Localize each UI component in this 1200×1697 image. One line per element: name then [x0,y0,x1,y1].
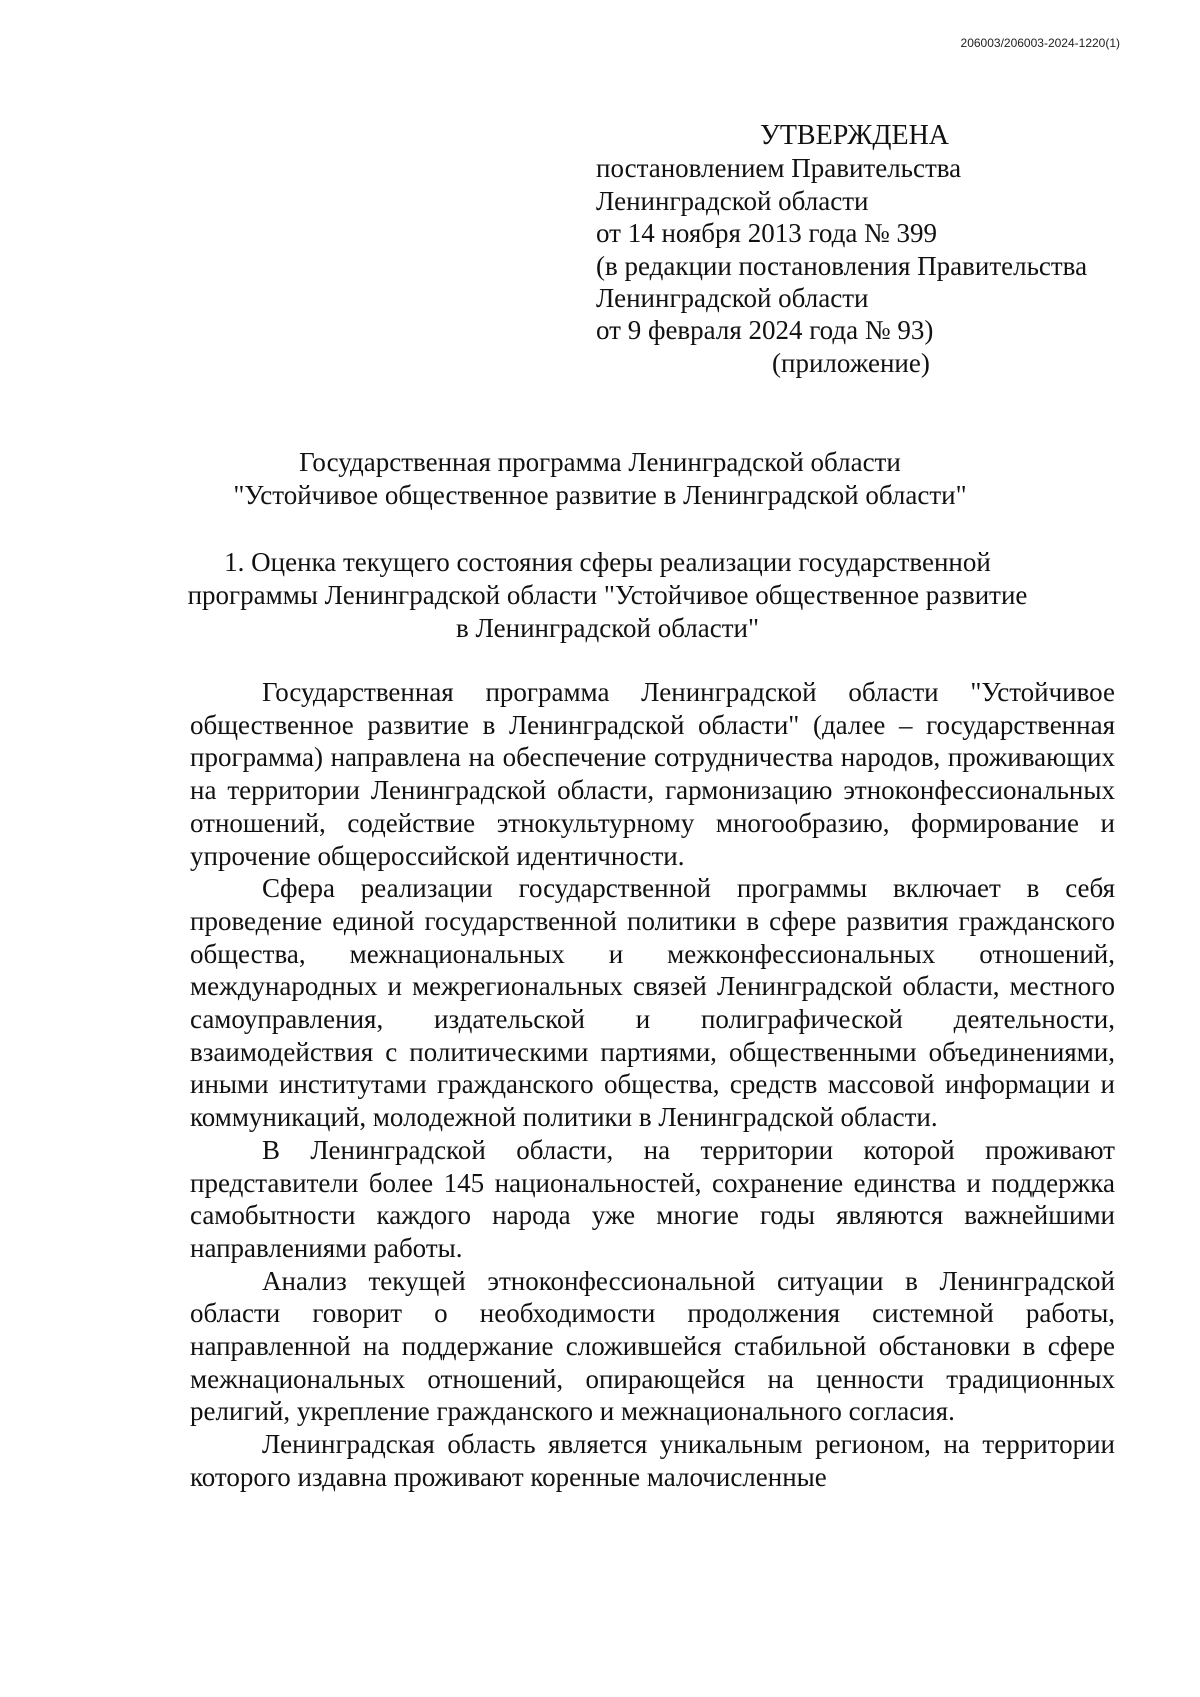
approval-line: Ленинградской области [596,283,869,314]
approval-line: (в редакции постановления Правительства [596,250,1088,281]
approval-stamp [596,120,1087,379]
section-heading-line: в Ленинградской области" [456,613,759,643]
paragraph: Государственная программа Ленинградской области "Устойчивое общественное развитие в Ленинградской области" (далее – государственная программа) направлена на обеспечение сотрудничества народов, проживающих на территории Ленинградской области, гармонизацию этноконфессиональных отношений, содействие этнокультурному многообразию, формирование и упрочение общероссийской идентичности. [190,677,1115,871]
program-title [120,446,1080,512]
section-heading-line: 1. Оценка текущего состояния сферы реализации государственной [224,547,991,577]
section-heading-line: программы Ленинградской области "Устойчивое общественное развитие [187,580,1028,610]
paragraph: Сфера реализации государственной программы включает в себя проведение единой государственной политики в сфере развития гражданского общества, межнациональных и межконфессиональных отношений, международных и межрегиональных связей Ленинградской области, местного самоуправления, издательской и полиграфической деятельности, взаимодействия с политическими партиями, общественными объединениями, иными институтами гражданского общества, средств массовой информации и коммуникаций, молодежной политики в Ленинградской области. [190,873,1115,1133]
program-title-line: Государственная программа Ленинградской области [299,447,901,477]
approval-line: постановлением Правительства [596,153,962,184]
approval-line: от 9 февраля 2024 года № 93) [596,315,934,346]
paragraph: В Ленинградской области, на территории которой проживают представители более 145 национальностей, сохранение единства и поддержка самобытности каждого народа уже многие годы являются важнейшими направлениями работы. [190,1134,1115,1263]
document-id: 206003/206003-2024-1220(1) [960,36,1120,50]
section-heading [140,546,1075,645]
approval-appendix: (приложение) [772,347,930,378]
program-title-line: "Устойчивое общественное развитие в Ленинградской области" [233,480,967,510]
paragraph: Анализ текущей этноконфессиональной ситуации в Ленинградской области говорит о необходимости продолжения системной работы, направленной на поддержание сложившейся стабильной обстановки в сфере межнациональных отношений, опирающейся на ценности традиционных религий, укрепление гражданского и межнационального согласия. [190,1265,1115,1427]
body-text [190,676,1115,1494]
paragraph: Ленинградская область является уникальным регионом, на территории которого издавна проживают коренные малочисленные [190,1429,1115,1492]
approval-line: от 14 ноября 2013 года № 399 [596,218,938,249]
approval-heading: УТВЕРЖДЕНА [760,120,950,151]
approval-line: Ленинградской области [596,185,869,216]
